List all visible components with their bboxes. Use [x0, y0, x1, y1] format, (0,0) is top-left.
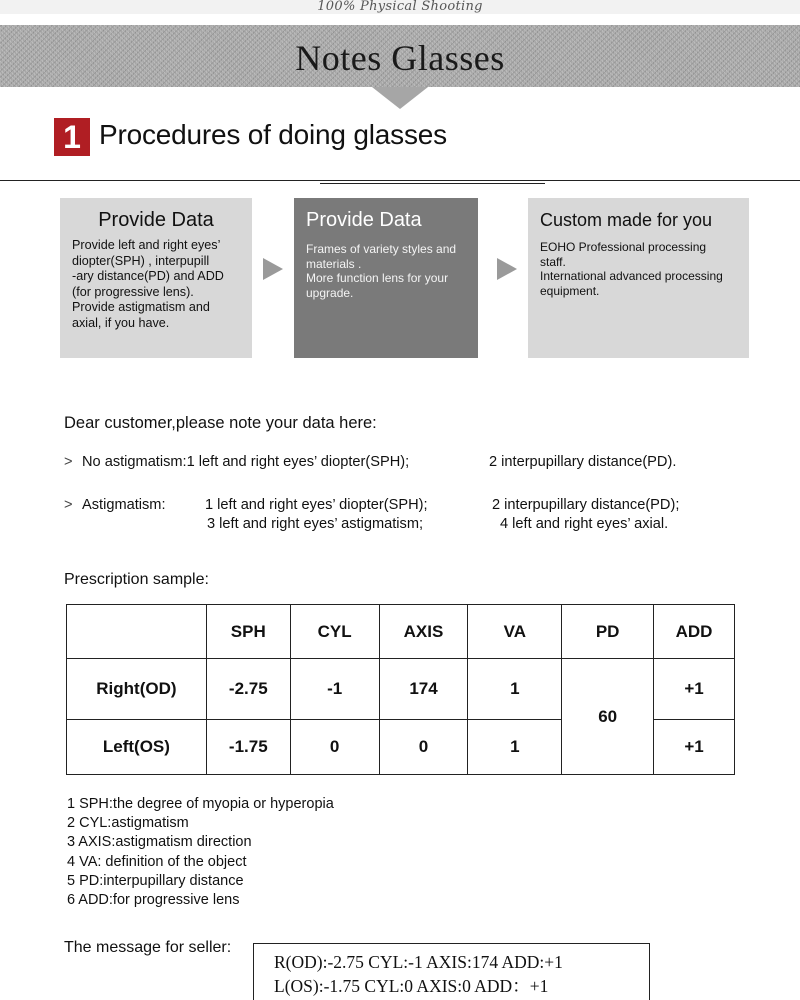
table-cell: 0 [379, 720, 468, 775]
table-cell: 174 [379, 659, 468, 720]
table-header-row [67, 605, 735, 659]
step-card-body: EOHO Professional processing staff. International advanced processing equipment. [540, 240, 723, 298]
arrow-right-icon [497, 258, 517, 280]
message-label: The message for seller: [64, 939, 232, 956]
table-cell: 1 [468, 720, 562, 775]
note-no-astigmatism-item2: 2 interpupillary distance(PD). [489, 454, 677, 470]
notes-heading: Dear customer,please note your data here: [64, 414, 377, 432]
table-header-cell: ADD [654, 605, 735, 659]
list-item: 4 VA: definition of the object [67, 853, 247, 870]
note-item: 4 left and right eyes’ axial. [500, 516, 669, 532]
note-item: 2 interpupillary distance(PD); [492, 497, 680, 513]
chevron-right-icon: > [64, 454, 73, 470]
prescription-heading: Prescription sample: [64, 571, 209, 588]
note-item: 3 left and right eyes’ astigmatism; [207, 516, 424, 532]
table-header-cell: PD [562, 605, 654, 659]
message-line: L(OS):-1.75 CYL:0 AXIS:0 ADD：+1 [274, 976, 549, 996]
table-cell: +1 [654, 720, 735, 775]
row-label: Right(OD) [67, 659, 207, 720]
table-row [67, 659, 735, 720]
step-card-provide-data [60, 198, 252, 358]
arrow-right-icon [263, 258, 283, 280]
message-box [253, 943, 650, 1000]
divider-line-short [320, 183, 545, 184]
list-item: 5 PD:interpupillary distance [67, 872, 244, 889]
note-no-astigmatism [64, 453, 409, 472]
chevron-right-icon: > [64, 497, 73, 513]
section-title: Procedures of doing glasses [99, 119, 447, 150]
list-item: 3 AXIS:astigmatism direction [67, 834, 252, 851]
note-label: No astigmatism: [82, 454, 187, 470]
step-card-custom-made [528, 198, 749, 358]
step-card-title: Provide Data [98, 209, 214, 231]
note-astigmatism [64, 496, 166, 515]
table-cell: -1.75 [206, 720, 290, 775]
list-item: 6 ADD:for progressive lens [67, 892, 240, 909]
table-header-cell: AXIS [379, 605, 468, 659]
table-cell: 0 [290, 720, 379, 775]
step-card-body: Frames of variety styles and materials . More function lens for your upgrade. [306, 242, 457, 300]
message-line: R(OD):-2.75 CYL:-1 AXIS:174 ADD:+1 [274, 952, 563, 972]
divider-line [0, 180, 800, 181]
step-card-frames [294, 198, 478, 358]
table-header-cell: SPH [206, 605, 290, 659]
banner-notch [372, 87, 428, 109]
step-card-title: Custom made for you [540, 210, 713, 230]
table-cell: -2.75 [206, 659, 290, 720]
note-item: 1 left and right eyes’ diopter(SPH); [186, 454, 410, 470]
prescription-table [66, 604, 735, 775]
top-caption: 100% Physical Shooting [317, 0, 483, 14]
table-header-cell: CYL [290, 605, 379, 659]
table-cell-pd: 60 [562, 659, 654, 775]
list-item: 2 CYL:astigmatism [67, 815, 189, 832]
list-item: 1 SPH:the degree of myopia or hyperopia [67, 796, 334, 812]
note-label: Astigmatism: [82, 497, 166, 513]
row-label: Left(OS) [67, 720, 207, 775]
table-cell: -1 [290, 659, 379, 720]
section-number-badge: 1 [54, 118, 90, 156]
step-card-title: Provide Data [306, 209, 422, 231]
note-item: 1 left and right eyes’ diopter(SPH); [205, 497, 428, 513]
table-header-cell: VA [468, 605, 562, 659]
legend-list [67, 795, 334, 910]
step-card-body: Provide left and right eyes’ diopter(SPH) , interpupill -ary distance(PD) and ADD (for progressive lens). Provide astigmatism and axial, if you have. [72, 238, 224, 330]
table-header-cell [67, 605, 207, 659]
page-title: Notes Glasses [295, 38, 505, 78]
table-cell: +1 [654, 659, 735, 720]
table-cell: 1 [468, 659, 562, 720]
